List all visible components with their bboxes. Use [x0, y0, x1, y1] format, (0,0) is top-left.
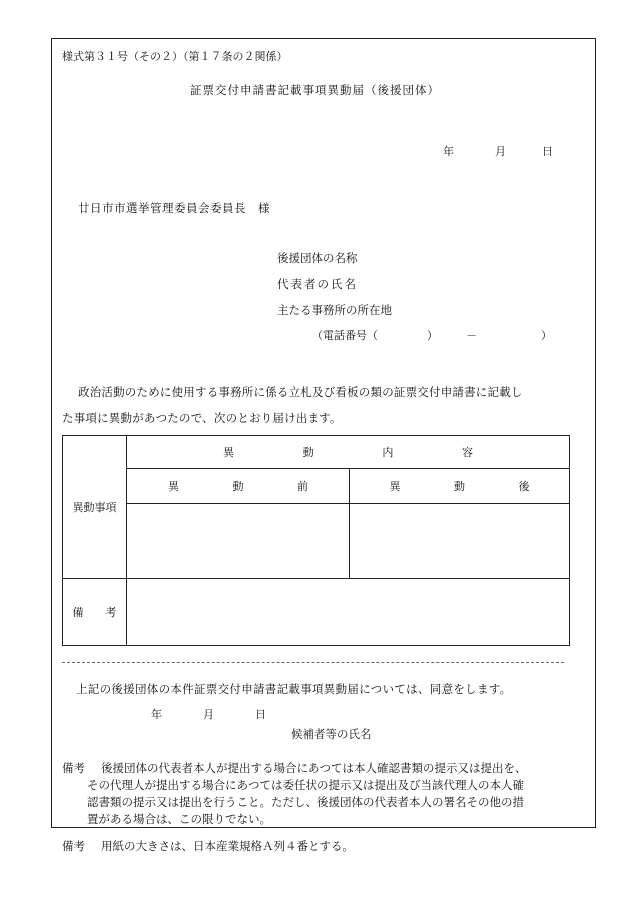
- header-after: 異 動 後: [350, 469, 570, 504]
- consent-year-label: 年: [151, 708, 162, 721]
- phone-label: （電話番号（: [312, 329, 378, 342]
- office-address-label: 主たる事務所の所在地: [277, 303, 392, 317]
- addressee: 廿日市市選挙管理委員会委員長 様: [78, 201, 270, 215]
- intro-line-2: た事項に異動があつたので、次のとおり届け出ます。: [62, 411, 342, 425]
- notes-label: 備 考: [63, 579, 127, 646]
- changes-table: [62, 435, 570, 646]
- phone-end-paren: ）: [541, 329, 552, 342]
- phone-close-paren: ）: [427, 329, 438, 342]
- phone-dash: －: [466, 329, 477, 342]
- representative-name-label: 代表者の氏名: [277, 277, 358, 291]
- before-entry-cell[interactable]: [127, 504, 350, 579]
- remarks-label: 備考: [62, 761, 85, 775]
- consent-month-label: 月: [203, 708, 214, 721]
- remarks-body: [87, 760, 581, 828]
- consent-text: 上記の後援団体の本件証票交付申請書記載事項異動届については、同意をします。: [76, 682, 512, 696]
- date-year-label: 年: [443, 145, 454, 158]
- consent-day-label: 日: [255, 708, 266, 721]
- remarks-line-3: 認書類の提示又は提出を行うこと。ただし、後援団体の代表者本人の署名その他の措: [87, 795, 524, 809]
- form-number: 様式第３１号（その２）（第１７条の２関係）: [62, 50, 288, 63]
- footer-remarks-label: 備考: [62, 839, 85, 853]
- after-entry-cell[interactable]: [350, 504, 570, 579]
- remarks-line-4: 置がある場合は、この限りでない。: [87, 812, 271, 826]
- form-title: 証票交付申請書記載事項異動届（後援団体）: [190, 83, 440, 97]
- cut-line: [62, 662, 564, 663]
- date-day-label: 日: [542, 145, 553, 158]
- form-frame: [51, 38, 596, 828]
- intro-text: [62, 379, 582, 431]
- header-change-content: 異 動 内 容: [127, 436, 570, 469]
- header-before: 異 動 前: [127, 469, 350, 504]
- remarks-line-1: 後援団体の代表者本人が提出する場合にあつては本人確認書類の提示又は提出を、: [101, 761, 527, 775]
- footer-paper-size-note: 用紙の大きさは、日本産業規格Ａ列４番とする。: [101, 839, 354, 853]
- intro-line-1: 政治活動のために使用する事務所に係る立札及び看板の類の証票交付申請書に記載し: [78, 385, 523, 399]
- notes-entry-cell[interactable]: [127, 579, 570, 646]
- date-month-label: 月: [495, 145, 506, 158]
- changes-row-label: 異動事項: [63, 436, 127, 579]
- candidate-name-label: 候補者等の氏名: [291, 727, 372, 741]
- org-name-label: 後援団体の名称: [277, 251, 358, 265]
- remarks-line-2: その代理人が提出する場合にあつては委任状の提示又は提出及び当該代理人の本人確: [87, 778, 524, 792]
